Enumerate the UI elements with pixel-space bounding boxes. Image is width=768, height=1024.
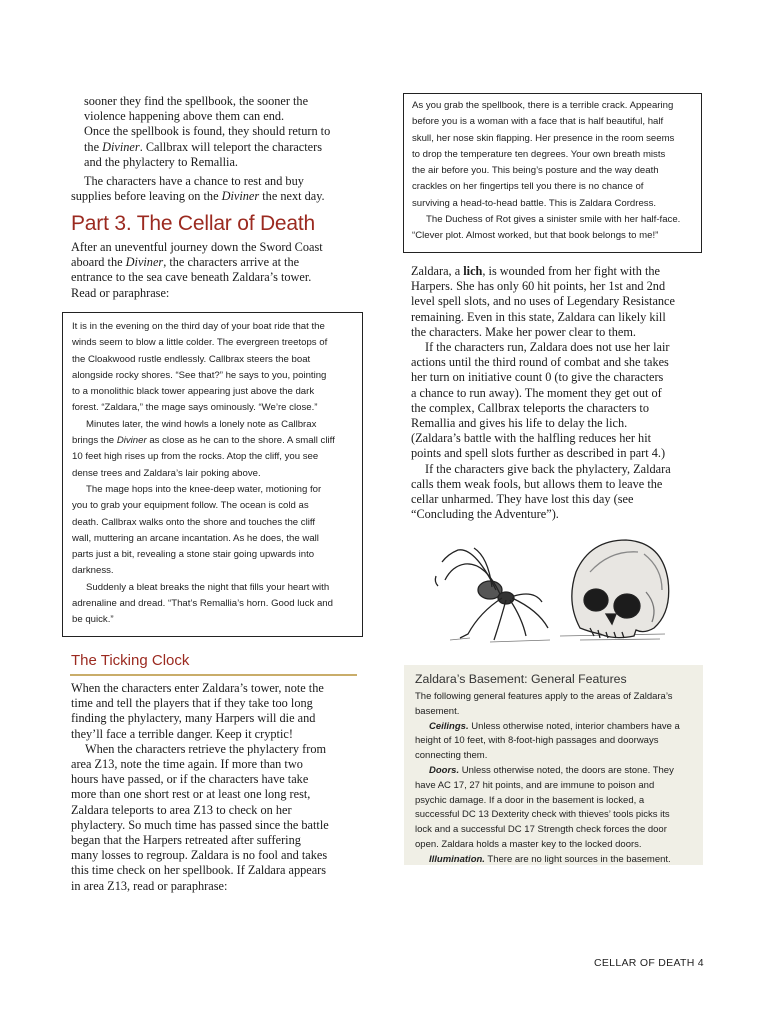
general-features-sidebar [404, 665, 703, 865]
text-line: many losses to regroup. Zaldara is no fool and takes [71, 848, 328, 863]
text-line: to a monolithic black tower appearing just above the dark [72, 386, 315, 398]
text-line: connecting them. [415, 750, 488, 762]
text-line: If the characters run, Zaldara does not use her lair [425, 340, 670, 355]
text-line: “Clever plot. Almost worked, but that book belongs to me!” [412, 230, 659, 242]
text-line: lock and a successful DC 17 Strength check forces the door [415, 824, 667, 836]
text-line: brings the Diviner as close as he can to the shore. A small cliff [72, 435, 335, 447]
text-line: Harpers. She has only 60 hit points, her 1st and 2nd [411, 279, 666, 294]
text-line: darkness. [72, 565, 114, 577]
text-line: alongside rocky shores. “See that?” he says to you, pointing [72, 369, 327, 381]
text-line: Read or paraphrase: [71, 285, 170, 300]
intro-paragraph [71, 94, 374, 204]
text-line: (Zaldara’s battle with the halfling reduces her hit [411, 431, 652, 446]
text-line: aboard the Diviner, the characters arrive at the [71, 255, 300, 270]
sidebar-title: Zaldara’s Basement: General Features [415, 672, 627, 686]
text-line: phylactery. So much time has passed since the battle [71, 817, 329, 832]
text-line: The mage hops into the knee-deep water, motioning for [86, 483, 322, 495]
part-intro [71, 240, 371, 301]
text-line: “Concluding the Adventure”). [411, 507, 559, 522]
text-line: be quick.” [72, 614, 114, 626]
text-line: have AC 17, 27 hit points, and are immune to poison and [415, 779, 655, 791]
text-line: before you is a woman with a face that is half beautiful, half [412, 116, 664, 128]
text-line: began that the Harpers retreated after suffering [71, 833, 301, 848]
text-line: hours have passed, or if the characters have take [71, 772, 309, 787]
text-line: dense trees and Zaldara’s lair poking above. [72, 467, 261, 479]
text-line: more than one short rest or at least one long rest, [71, 787, 311, 802]
text-line: in area Z13, read or paraphrase: [71, 878, 228, 893]
spider-skull-illustration [430, 532, 680, 652]
text-line: Illumination. There are no light sources in the basement. [429, 853, 671, 865]
read-aloud-box-arrival [62, 312, 363, 637]
text-line: basement. [415, 705, 460, 717]
text-line: Zaldara, a lich, is wounded from her fight with the [411, 264, 660, 278]
text-line: crackles on her fingertips tell you there is no chance of [412, 181, 644, 193]
ticking-clock-heading: The Ticking Clock [71, 652, 190, 669]
lich-text [411, 264, 711, 522]
heading-rule [70, 674, 357, 676]
page-footer: CELLAR OF DEATH 4 [594, 957, 704, 969]
text-line: her turn on initiative count 0 (to give the characters [411, 370, 664, 385]
text-line: open. Zaldara holds a master key to the locked doors. [415, 838, 642, 850]
text-line: death. Callbrax walks onto the shore and touches the cliff [72, 516, 316, 528]
part-heading: Part 3. The Cellar of Death [71, 212, 316, 235]
text-line: When the characters enter Zaldara’s tower, note the [71, 681, 324, 695]
text-line: parts just a bit, revealing a stone stair going upwards into [72, 549, 315, 561]
text-line: forest. “Zaldara,” the mage says ominously. “We’re close.” [72, 402, 318, 414]
text-line: the Cloakwood rustle endlessly. Callbrax steers the boat [72, 353, 311, 365]
read-aloud-box-zaldara [403, 93, 702, 253]
text-line: supplies before leaving on the Diviner the next day. [71, 189, 325, 204]
text-line: level spell slots, and no uses of Legendary Resistance [411, 294, 675, 309]
text-line: The Duchess of Rot gives a sinister smile with her half-face. [426, 214, 681, 226]
text-line: a chance to run away). The moment they get out of [411, 385, 662, 400]
text-line: Minutes later, the wind howls a lonely note as Callbrax [86, 418, 317, 430]
text-line: 10 feet high rises up from the rocks. Atop the cliff, you see [72, 451, 319, 463]
text-line: the characters. Make her power clear to them. [411, 324, 636, 339]
text-line: It is in the evening on the third day of your boat ride that the [72, 321, 325, 332]
text-line: and the phylactery to Remallia. [84, 154, 238, 169]
text-line: Zaldara teleports to area Z13 to check on her [71, 802, 292, 817]
text-line: they’ll face a terrible danger. Keep it cryptic! [71, 726, 293, 741]
text-line: height of 10 feet, with 8-foot-high passages and doorways [415, 735, 659, 747]
text-line: this time check on her spellbook. If Zaldara appears [71, 863, 327, 878]
text-line: When the characters retrieve the phylactery from [85, 741, 327, 756]
text-line: the complex, Callbrax teleports the characters to [411, 400, 649, 415]
text-line: cellar unharmed. They have lost this day (see [411, 492, 634, 507]
text-line: wall, muttering an arcane incantation. As he does, the wall [72, 532, 319, 544]
text-line: points and spell slots further as described in part 4.) [411, 446, 666, 461]
text-line: you to grab your equipment follow. The ocean is cold as [72, 500, 309, 512]
text-line: Remallia and gives his life to delay the lich. [411, 416, 628, 431]
text-line: the Diviner. Callbrax will teleport the characters [84, 139, 323, 154]
ticking-clock-text [71, 681, 371, 894]
text-line: psychic damage. If a door in the basement is locked, a [415, 794, 645, 806]
text-line: surviving a head-to-head battle. This is Zaldara Cordress. [412, 197, 657, 209]
text-line: As you grab the spellbook, there is a terrible crack. Appearing [412, 100, 674, 111]
text-line: time and tell the players that if they take too long [71, 696, 313, 711]
text-line: to drop the temperature ten degrees. Your own breath mists [412, 148, 666, 160]
skull-drawing [572, 540, 669, 638]
text-line: Once the spellbook is found, they should return to [84, 124, 331, 139]
text-line: skull, her nose skin flapping. Her presence in the room seems [412, 132, 675, 144]
text-line: Suddenly a bleat breaks the night that fills your heart with [86, 581, 330, 593]
text-line: Doors. Unless otherwise noted, the doors are stone. They [429, 764, 674, 776]
text-line: The characters have a chance to rest and buy [84, 174, 304, 189]
text-line: calls them weak fools, but allows them to leave the [411, 476, 663, 491]
text-line: The following general features apply to the areas of Zaldara’s [415, 691, 673, 702]
text-line: violence happening above them can end. [84, 109, 285, 124]
text-line: successful DC 13 Dexterity check with thieves’ tools picks its [415, 809, 670, 821]
text-line: remaining. Even in this state, Zaldara can likely kill [411, 309, 666, 324]
text-line: Ceilings. Unless otherwise noted, interior chambers have a [429, 720, 680, 732]
text-line: entrance to the sea cave beneath Zaldara’s tower. [71, 270, 312, 285]
text-line: the air before you. This being’s posture and the way death [412, 165, 659, 177]
text-line: area Z13, note the time again. If more than two [71, 757, 303, 772]
text-line: winds seem to blow a little colder. The evergreen treetops of [72, 337, 328, 349]
text-line: sooner they find the spellbook, the sooner the [84, 94, 309, 108]
text-line: After an uneventful journey down the Sword Coast [71, 240, 323, 254]
text-line: finding the phylactery, many Harpers will die and [71, 711, 316, 726]
spider-drawing [435, 548, 548, 640]
text-line: actions until the third round of combat and she takes [411, 355, 669, 370]
text-line: adrenaline and dread. “That’s Remallia’s horn. Good luck and [72, 598, 333, 610]
text-line: If the characters give back the phylactery, Zaldara [425, 461, 671, 476]
